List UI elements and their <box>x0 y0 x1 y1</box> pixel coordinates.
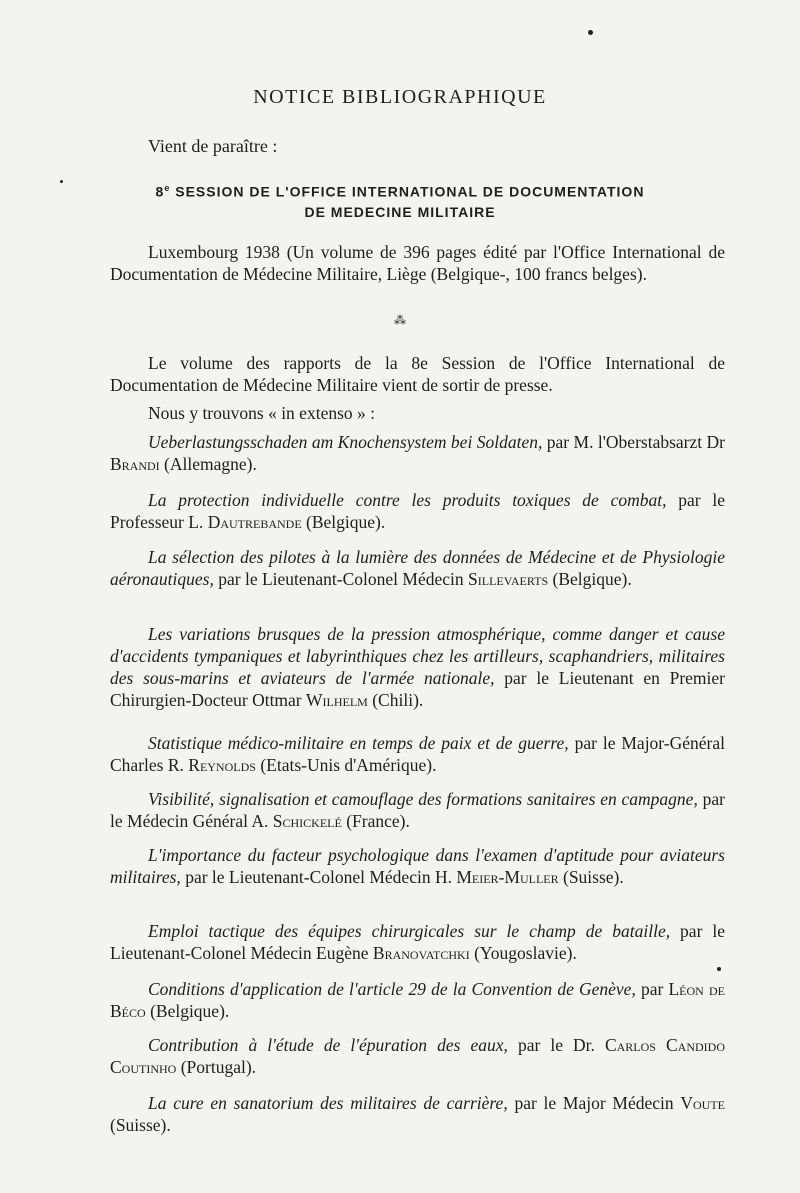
report-author-name: Sillevaerts <box>468 569 549 589</box>
report-author-name: Reynolds <box>188 755 256 775</box>
report-title: La cure en sanatorium des militaires de carrière, <box>148 1093 508 1113</box>
report-item <box>110 1092 725 1136</box>
report-country: (Belgique). <box>301 512 386 532</box>
report-author-name: Meier-Muller <box>456 867 559 887</box>
report-title: L'importance du facteur psychologique dans l'examen d'aptitude pour aviateurs militaires, <box>110 845 725 887</box>
page-title: NOTICE BIBLIOGRAPHIQUE <box>253 86 547 108</box>
report-item <box>110 431 725 475</box>
session-heading-line1 <box>0 178 800 202</box>
lead-text: Vient de paraître : <box>148 136 278 156</box>
report-country: (Suisse). <box>110 1115 171 1135</box>
session-heading-line2: DE MEDECINE MILITAIRE <box>304 203 496 220</box>
report-country: (Portugal). <box>176 1057 257 1077</box>
report-author-name: Branovatchki <box>372 943 470 963</box>
intro-paragraph: Le volume des rapports de la 8e Session de l'Office International de Documentation de Médecine Militaire vient de sortir de presse. <box>110 353 725 395</box>
report-title: Statistique médico-militaire en temps de paix et de guerre, <box>148 733 569 753</box>
report-title: La protection individuelle contre les produits toxiques de combat, <box>148 490 667 510</box>
report-author: par le Médecin Général A. <box>110 789 725 831</box>
separator-stars: ⁂ <box>394 313 406 327</box>
report-author: par le Lieutenant-Colonel Médecin Eugène <box>110 921 726 963</box>
session-ordinal-sup: e <box>164 183 171 193</box>
report-author: par <box>635 979 669 999</box>
speck-mark <box>588 30 593 35</box>
report-author: par le Major-Général Charles R. <box>110 733 725 775</box>
report-author: par le Lieutenant-Colonel Médecin <box>213 569 469 589</box>
report-item <box>110 844 725 888</box>
speck-mark <box>717 967 721 971</box>
report-author: par le Lieutenant en Premier Chirurgien-Docteur Ottmar <box>110 668 725 710</box>
report-author-name: Brandi <box>110 454 160 474</box>
report-author: par le Major Médecin <box>507 1093 681 1113</box>
publication-info: Luxembourg 1938 (Un volume de 396 pages édité par l'Office International de Documentation de Médecine Militaire, Liège (Belgique-, 100 francs belges). <box>110 242 725 284</box>
report-item <box>110 623 725 711</box>
report-author-name: Dautrebande <box>207 512 302 532</box>
report-item <box>110 489 725 533</box>
report-author: par le Professeur L. <box>110 490 725 532</box>
session-line1: SESSION DE L'OFFICE INTERNATIONAL DE DOCUMENTATION <box>170 183 645 200</box>
report-country: (France). <box>341 811 410 831</box>
report-title: La sélection des pilotes à la lumière des données de Médecine et de Physiologie aéronautiques, <box>110 547 725 589</box>
report-title: Emploi tactique des équipes chirurgicales sur le champ de bataille, <box>148 921 671 941</box>
report-title: Ueberlastungsschaden am Knochensystem bei Soldaten, <box>148 432 543 452</box>
report-title: Conditions d'application de l'article 29 de la Convention de Genève, <box>148 979 636 999</box>
report-item <box>110 978 725 1022</box>
intro-lead: Nous y trouvons « in extenso » : <box>148 403 376 423</box>
report-item <box>110 788 725 832</box>
session-heading <box>0 178 800 222</box>
report-country: (Yougoslavie). <box>469 943 577 963</box>
report-author-name: Voute <box>680 1093 726 1113</box>
report-author-name: Carlos Candido Coutinho <box>110 1035 725 1077</box>
report-country: (Belgique). <box>548 569 632 589</box>
report-author-name: Wilhelm <box>306 690 368 710</box>
report-country: (Belgique). <box>145 1001 230 1021</box>
report-item <box>110 1034 725 1078</box>
report-author-name: Schickelé <box>272 811 342 831</box>
report-country: (Etats-Unis d'Amérique). <box>255 755 437 775</box>
report-title: Contribution à l'étude de l'épuration des eaux, <box>148 1035 508 1055</box>
report-author: par le Lieutenant-Colonel Médecin H. <box>180 867 457 887</box>
report-country: (Allemagne). <box>159 454 257 474</box>
report-country: (Chili). <box>367 690 424 710</box>
report-author-name: Léon de Béco <box>110 979 725 1021</box>
report-author: par M. l'Oberstabsarzt Dr <box>542 432 726 452</box>
report-item <box>110 732 725 776</box>
report-title: Les variations brusques de la pression atmosphérique, comme danger et cause d'accidents tympaniques et labyrinthiques chez les artilleurs, scaphandriers, militaires des sous-marins et aviateurs de l'armée nationale, <box>110 624 725 688</box>
report-item <box>110 546 725 590</box>
report-author: par le Dr. <box>507 1035 605 1055</box>
report-title: Visibilité, signalisation et camouflage des formations sanitaires en campagne, <box>148 789 698 809</box>
report-country: (Suisse). <box>558 867 624 887</box>
report-item <box>110 920 725 964</box>
session-ordinal: 8 <box>155 183 165 200</box>
